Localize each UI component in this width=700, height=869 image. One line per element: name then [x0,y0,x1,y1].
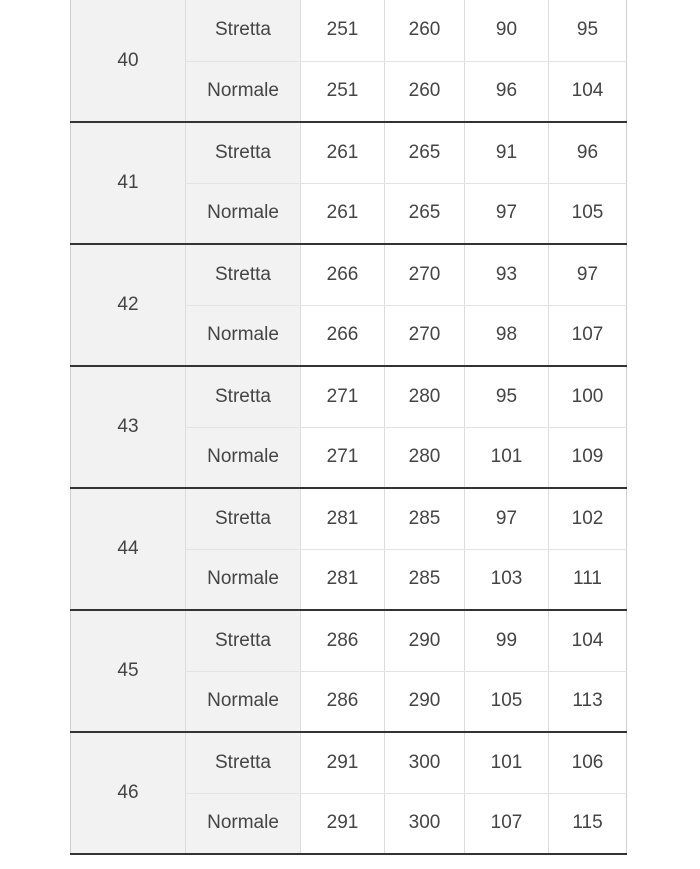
value-cell: 105 [465,671,549,732]
value-cell: 100 [549,366,627,427]
value-cell: 96 [465,61,549,122]
width-type-cell: Normale [186,671,301,732]
width-type-cell: Stretta [186,366,301,427]
width-type-cell: Stretta [186,732,301,793]
value-cell: 101 [465,732,549,793]
value-cell: 300 [385,793,465,854]
value-cell: 104 [549,61,627,122]
size-chart-table [70,0,627,855]
value-cell: 95 [465,366,549,427]
width-type-cell: Normale [186,61,301,122]
value-cell: 111 [549,549,627,610]
value-cell: 98 [465,305,549,366]
table-row [71,610,627,671]
value-cell: 280 [385,427,465,488]
value-cell: 281 [301,549,385,610]
value-cell: 93 [465,244,549,305]
value-cell: 286 [301,671,385,732]
value-cell: 291 [301,793,385,854]
value-cell: 300 [385,732,465,793]
value-cell: 251 [301,0,385,61]
value-cell: 265 [385,183,465,244]
value-cell: 291 [301,732,385,793]
value-cell: 285 [385,549,465,610]
value-cell: 107 [549,305,627,366]
value-cell: 271 [301,366,385,427]
width-type-cell: Stretta [186,610,301,671]
value-cell: 106 [549,732,627,793]
size-cell: 43 [71,366,186,488]
value-cell: 251 [301,61,385,122]
value-cell: 105 [549,183,627,244]
value-cell: 270 [385,305,465,366]
value-cell: 115 [549,793,627,854]
value-cell: 261 [301,183,385,244]
width-type-cell: Stretta [186,122,301,183]
value-cell: 260 [385,0,465,61]
value-cell: 270 [385,244,465,305]
size-cell: 45 [71,610,186,732]
value-cell: 91 [465,122,549,183]
width-type-cell: Normale [186,183,301,244]
width-type-cell: Normale [186,305,301,366]
value-cell: 104 [549,610,627,671]
value-cell: 103 [465,549,549,610]
table-row [71,488,627,549]
width-type-cell: Normale [186,549,301,610]
value-cell: 97 [465,183,549,244]
value-cell: 290 [385,671,465,732]
width-type-cell: Normale [186,427,301,488]
value-cell: 266 [301,244,385,305]
value-cell: 102 [549,488,627,549]
table-row [71,732,627,793]
table-row [71,366,627,427]
value-cell: 285 [385,488,465,549]
value-cell: 271 [301,427,385,488]
value-cell: 90 [465,0,549,61]
value-cell: 113 [549,671,627,732]
value-cell: 266 [301,305,385,366]
size-chart-body [71,0,627,854]
value-cell: 280 [385,366,465,427]
width-type-cell: Normale [186,793,301,854]
value-cell: 95 [549,0,627,61]
size-cell: 41 [71,122,186,244]
size-cell: 40 [71,0,186,122]
size-cell: 46 [71,732,186,854]
value-cell: 99 [465,610,549,671]
value-cell: 96 [549,122,627,183]
value-cell: 281 [301,488,385,549]
value-cell: 265 [385,122,465,183]
table-row [71,122,627,183]
width-type-cell: Stretta [186,244,301,305]
table-row [71,0,627,61]
width-type-cell: Stretta [186,488,301,549]
value-cell: 290 [385,610,465,671]
width-type-cell: Stretta [186,0,301,61]
value-cell: 261 [301,122,385,183]
value-cell: 101 [465,427,549,488]
value-cell: 109 [549,427,627,488]
size-cell: 42 [71,244,186,366]
value-cell: 97 [465,488,549,549]
table-row [71,244,627,305]
size-cell: 44 [71,488,186,610]
value-cell: 260 [385,61,465,122]
value-cell: 286 [301,610,385,671]
value-cell: 107 [465,793,549,854]
value-cell: 97 [549,244,627,305]
